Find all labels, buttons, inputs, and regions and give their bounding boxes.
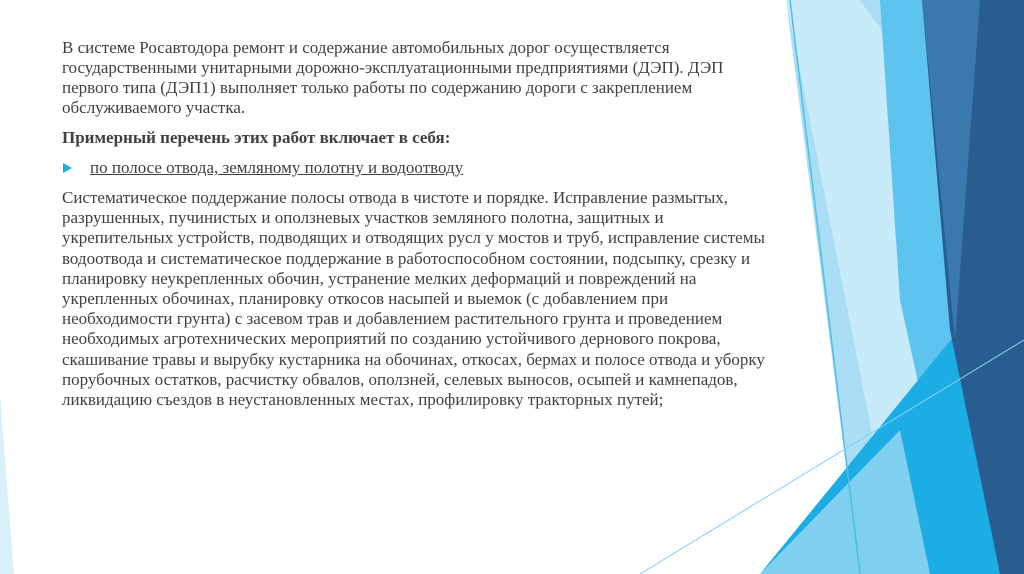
intro-paragraph: В системе Росавтодора ремонт и содержание автомобильных дорог осуществляется государственными унитарными дорожно-эксплуатационными предприятиями (ДЭП). ДЭП первого типа (ДЭП1) выполняет только работы по содержанию дороги с закреплением обслуживаемого участка.: [62, 38, 724, 117]
body-paragraph: Систематическое поддержание полосы отвода в чистоте и порядке. Исправление размытых, разрушенных, пучинистых и оползневых участков земляного полотна, защитных и укрепительных устройств, подводящих и отводящих русл у мостов и труб, исправление системы водоотвода и систематическое поддержание в работоспособном состоянии, подсыпку, срезку и планировку неукрепленных обочин, устранение мелких деформаций и повреждений на укрепленных обочинах, планировку откосов насыпей и выемок (с добавлением при необходимости грунта) с засевом трав и добавлением растительного грунта и проведением необходимых агротехнических мероприятий по созданию устойчивого дернового покрова, скашивание травы и вырубку кустарника на обочинах, откосах, бермах и полосе отвода и уборку порубочных остатков, расчистку обвалов, оползней, селевых выносов, осыпей и камнепадов, ликвидацию съездов в неустановленных местах, профилировку тракторных путей;: [62, 188, 765, 410]
bullet-item: [62, 158, 774, 178]
left-edge-shape: [0, 395, 14, 574]
slide-content: [62, 38, 774, 410]
list-heading: Примерный перечень этих работ включает в себя:: [62, 128, 451, 147]
bullet-text: по полосе отвода, земляному полотну и водоотводу: [90, 158, 464, 177]
triangle-bullet-icon: [62, 163, 72, 173]
